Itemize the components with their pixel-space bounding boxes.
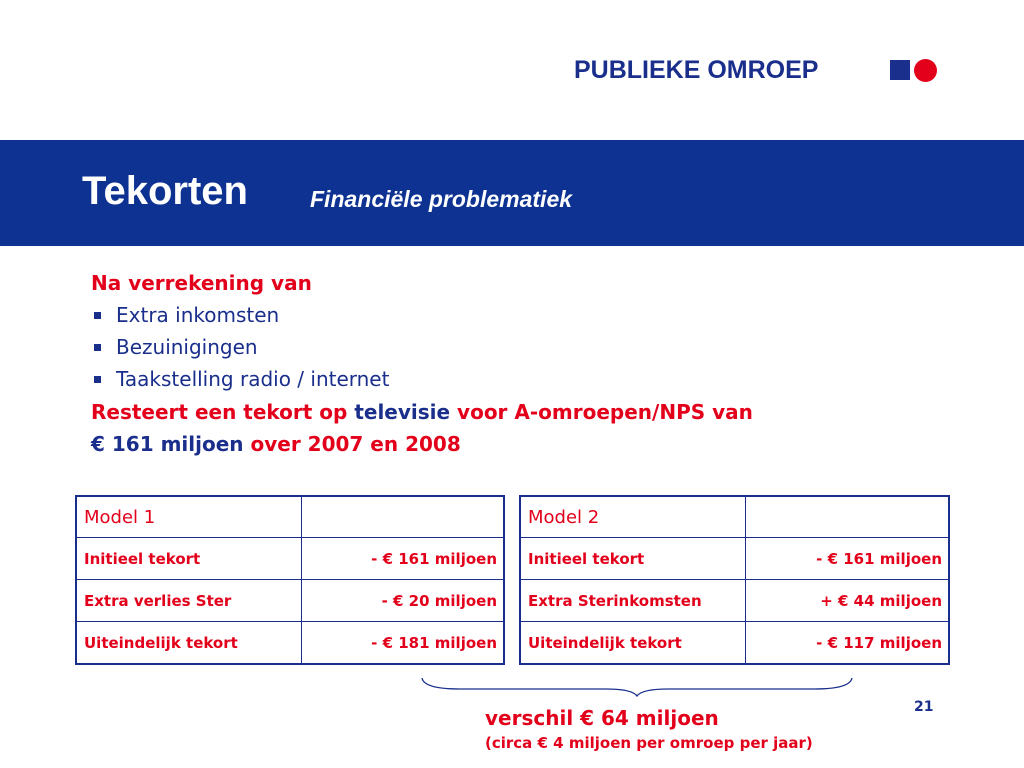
logo-text: PUBLIEKE OMROEP	[574, 56, 819, 84]
summary-highlight: televisie	[354, 400, 451, 424]
row-label: Extra verlies Ster	[76, 580, 301, 622]
intro-heading: Na verrekening van	[91, 271, 312, 295]
row-label: Initieel tekort	[76, 538, 301, 580]
table-title: Model 2	[520, 496, 745, 538]
row-label: Extra Sterinkomsten	[520, 580, 745, 622]
table-header-row	[520, 496, 949, 538]
logo-mark	[890, 60, 942, 82]
bullet-item	[91, 334, 258, 360]
bullet-text: Taakstelling radio / internet	[116, 367, 390, 391]
row-value: - € 20 miljoen	[301, 580, 504, 622]
page-number: 21	[914, 699, 934, 715]
summary-line-1	[91, 399, 753, 425]
table-row	[76, 580, 504, 622]
table-row	[76, 622, 504, 665]
table-cell-empty	[301, 496, 504, 538]
bullet-item	[91, 366, 389, 392]
table-cell-empty	[745, 496, 949, 538]
summary-text: over 2007 en 2008	[243, 432, 461, 456]
difference-note: (circa € 4 miljoen per omroep per jaar)	[485, 734, 813, 752]
table-title: Model 1	[76, 496, 301, 538]
bullet-text: Bezuinigingen	[116, 335, 258, 359]
table-row	[76, 538, 504, 580]
summary-text: Resteert een tekort op	[91, 400, 355, 424]
table-header-row	[76, 496, 504, 538]
bullet-item	[91, 302, 279, 328]
row-value: - € 117 miljoen	[745, 622, 949, 665]
slide-subtitle: Financiële problematiek	[310, 186, 573, 212]
logo-circle-icon	[914, 59, 937, 82]
square-bullet-icon	[94, 312, 101, 319]
logo-square-icon	[890, 60, 910, 80]
square-bullet-icon	[94, 376, 101, 383]
summary-amount: € 161 miljoen	[91, 432, 244, 456]
row-value: - € 181 miljoen	[301, 622, 504, 665]
slide-title: Tekorten	[82, 169, 248, 213]
table-row	[520, 622, 949, 665]
row-label: Uiteindelijk tekort	[520, 622, 745, 665]
curly-brace-icon	[420, 677, 854, 697]
model-2-table	[519, 495, 950, 665]
table-row	[520, 580, 949, 622]
model-1-table	[75, 495, 505, 665]
bullet-text: Extra inkomsten	[116, 303, 280, 327]
row-value: - € 161 miljoen	[745, 538, 949, 580]
row-label: Uiteindelijk tekort	[76, 622, 301, 665]
difference-text: verschil € 64 miljoen	[485, 706, 719, 730]
square-bullet-icon	[94, 344, 101, 351]
table-row	[520, 538, 949, 580]
summary-text: voor A-omroepen/NPS van	[450, 400, 753, 424]
row-value: + € 44 miljoen	[745, 580, 949, 622]
row-value: - € 161 miljoen	[301, 538, 504, 580]
summary-line-2	[91, 431, 461, 457]
row-label: Initieel tekort	[520, 538, 745, 580]
